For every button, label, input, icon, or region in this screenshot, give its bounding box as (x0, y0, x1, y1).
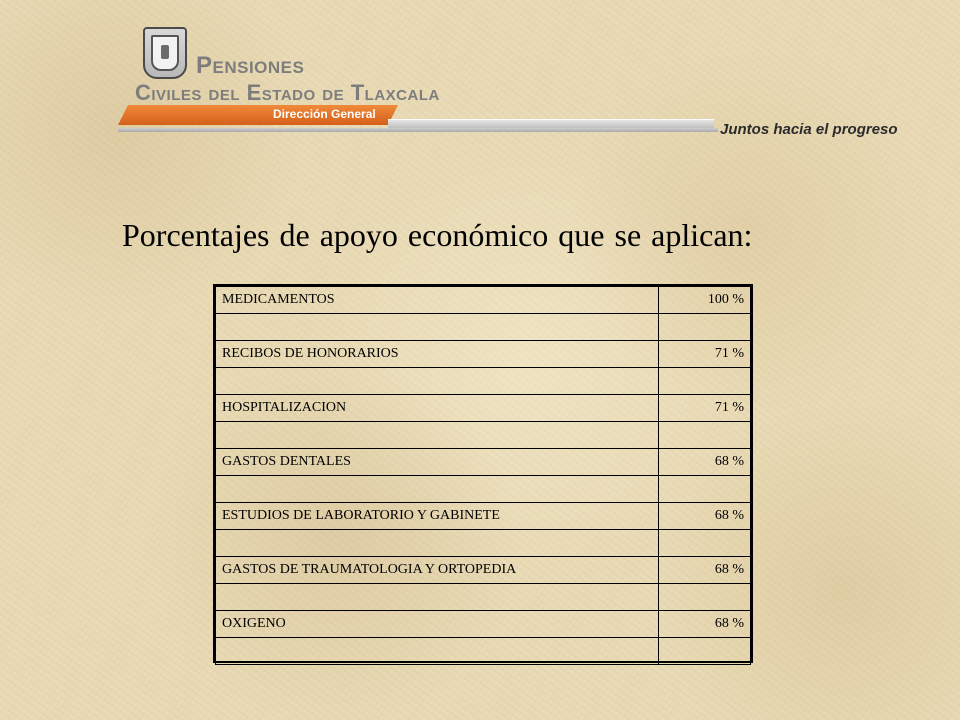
department-label: Dirección General (273, 107, 376, 121)
percent-cell: 68 % (659, 449, 751, 476)
concept-cell (216, 584, 659, 611)
table-row (216, 395, 751, 422)
concept-cell (216, 638, 659, 665)
table-row (216, 449, 751, 476)
percent-cell (659, 314, 751, 341)
table-row (216, 503, 751, 530)
percent-cell (659, 584, 751, 611)
table-row (216, 584, 751, 611)
percent-cell (659, 530, 751, 557)
percent-cell (659, 476, 751, 503)
table-row (216, 530, 751, 557)
percent-cell (659, 422, 751, 449)
concept-cell: GASTOS DE TRAUMATOLOGIA Y ORTOPEDIA (216, 557, 659, 584)
concept-cell: ESTUDIOS DE LABORATORIO Y GABINETE (216, 503, 659, 530)
concept-cell (216, 422, 659, 449)
percent-cell: 68 % (659, 611, 751, 638)
concept-cell: OXIGENO (216, 611, 659, 638)
percent-cell: 68 % (659, 503, 751, 530)
org-name-line2: Civiles del Estado de Tlaxcala (135, 80, 440, 105)
table-row (216, 341, 751, 368)
concept-cell: MEDICAMENTOS (216, 287, 659, 314)
table-row (216, 422, 751, 449)
concept-cell: HOSPITALIZACION (216, 395, 659, 422)
table-row (216, 368, 751, 395)
concept-cell (216, 314, 659, 341)
percent-cell: 100 % (659, 287, 751, 314)
header (0, 0, 960, 150)
table-row (216, 611, 751, 638)
table-row (216, 476, 751, 503)
table-row (216, 638, 751, 665)
concept-cell (216, 530, 659, 557)
concept-cell (216, 476, 659, 503)
slogan: Juntos hacia el progreso (720, 121, 898, 138)
percent-cell: 71 % (659, 395, 751, 422)
table-row (216, 287, 751, 314)
support-percentages-table (213, 284, 753, 663)
concept-cell: RECIBOS DE HONORARIOS (216, 341, 659, 368)
table-row (216, 314, 751, 341)
percent-cell (659, 638, 751, 665)
percent-cell: 71 % (659, 341, 751, 368)
percent-cell: 68 % (659, 557, 751, 584)
table-row (216, 557, 751, 584)
concept-cell (216, 368, 659, 395)
page-title: Porcentajes de apoyo económico que se aplican: (122, 217, 753, 253)
shield-icon (151, 35, 179, 71)
coat-of-arms-logo-icon (143, 27, 187, 79)
concept-cell: GASTOS DENTALES (216, 449, 659, 476)
percent-cell (659, 368, 751, 395)
header-underline (118, 128, 718, 132)
org-name-line1: Pensiones (196, 52, 305, 79)
